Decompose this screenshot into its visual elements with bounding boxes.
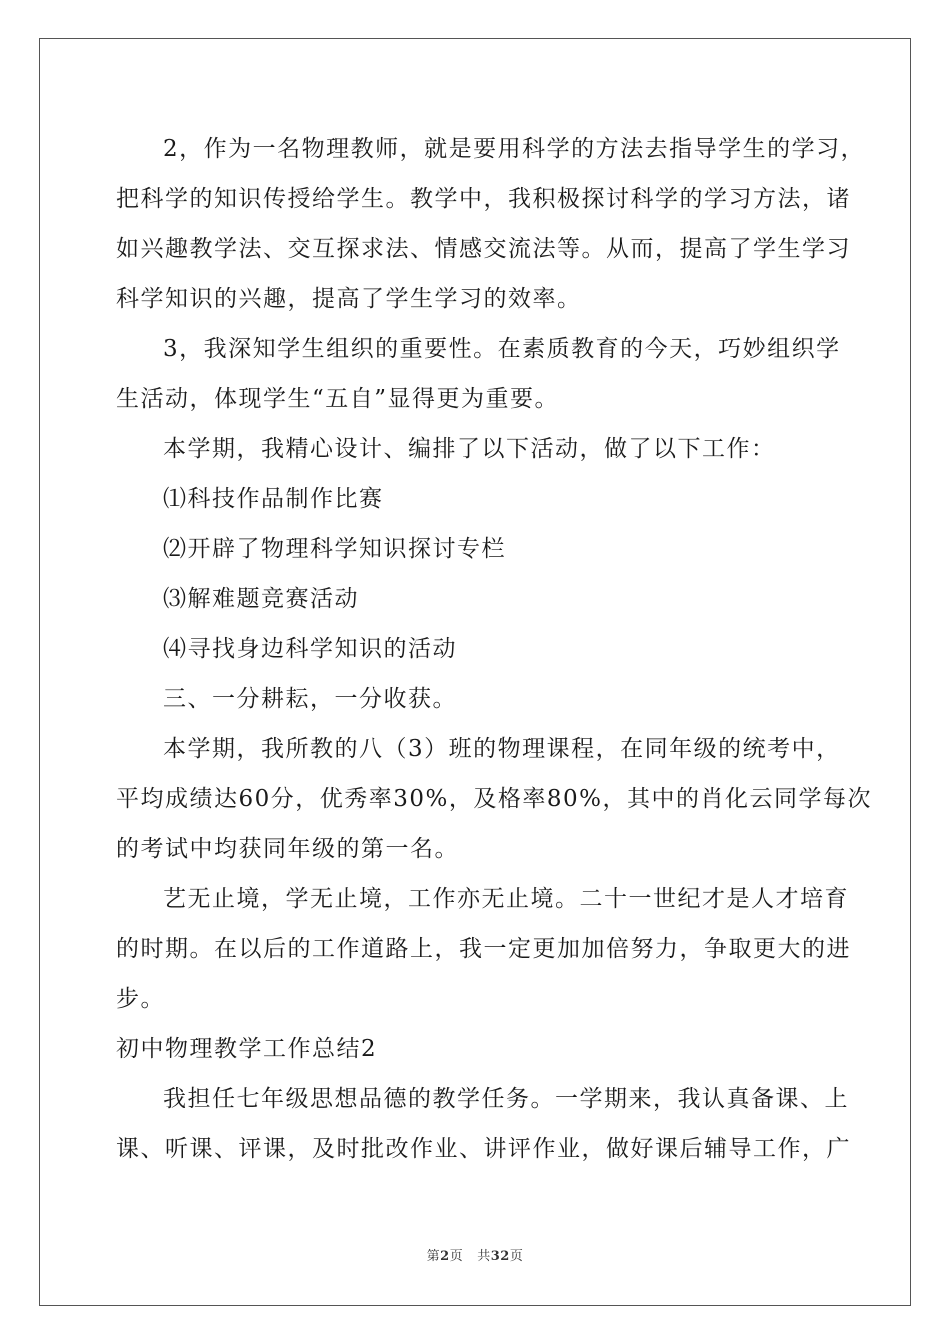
total-prefix: 共: [477, 1249, 491, 1264]
list-item: ⑴科技作品制作比赛: [163, 486, 384, 512]
page-number: 2: [440, 1249, 450, 1264]
paragraph-line: 步。: [116, 986, 165, 1012]
page-prefix: 第: [426, 1249, 441, 1264]
document-body: [116, 124, 873, 1174]
total-suffix: 页: [509, 1249, 524, 1264]
page-footer: [0, 1245, 950, 1264]
paragraph-line: 本学期，我所教的八（3）班的物理课程，在同年级的统考中，: [163, 736, 841, 762]
page-suffix: 页: [449, 1249, 464, 1264]
section-heading: 三、一分耕耘，一分收获。: [163, 686, 457, 712]
list-item: ⑶解难题竞赛活动: [163, 586, 359, 612]
document-title: 初中物理教学工作总结2: [116, 1036, 378, 1062]
paragraph-line: 2，作为一名物理教师，就是要用科学的方法去指导学生的学习，: [163, 136, 866, 162]
paragraph-line: 3，我深知学生组织的重要性。在素质教育的今天，巧妙组织学: [163, 336, 841, 362]
paragraph-line: 我担任七年级思想品德的教学任务。一学期来，我认真备课、上: [163, 1086, 849, 1112]
total-pages: 32: [490, 1249, 510, 1264]
list-item: ⑵开辟了物理科学知识探讨专栏: [163, 536, 506, 562]
paragraph-line: 的考试中均获同年级的第一名。: [116, 836, 459, 862]
paragraph-line: 生活动，体现学生“五自”显得更为重要。: [116, 386, 560, 412]
paragraph-line: 的时期。在以后的工作道路上，我一定更加加倍努力，争取更大的进: [116, 936, 851, 962]
paragraph-line: 科学知识的兴趣，提高了学生学习的效率。: [116, 286, 582, 312]
paragraph-line: 如兴趣教学法、交互探求法、情感交流法等。从而，提高了学生学习: [116, 236, 851, 262]
paragraph-line: 课、听课、评课，及时批改作业、讲评作业，做好课后辅导工作，广: [116, 1136, 851, 1162]
paragraph-line: 艺无止境，学无止境，工作亦无止境。二十一世纪才是人才培育: [163, 886, 849, 912]
list-item: ⑷寻找身边科学知识的活动: [163, 636, 457, 662]
paragraph-line: 本学期，我精心设计、编排了以下活动，做了以下工作：: [163, 436, 776, 462]
paragraph-line: 把科学的知识传授给学生。教学中，我积极探讨科学的学习方法，诸: [116, 186, 851, 212]
paragraph-line: 平均成绩达60分，优秀率30%，及格率80%，其中的肖化云同学每次: [116, 786, 873, 812]
